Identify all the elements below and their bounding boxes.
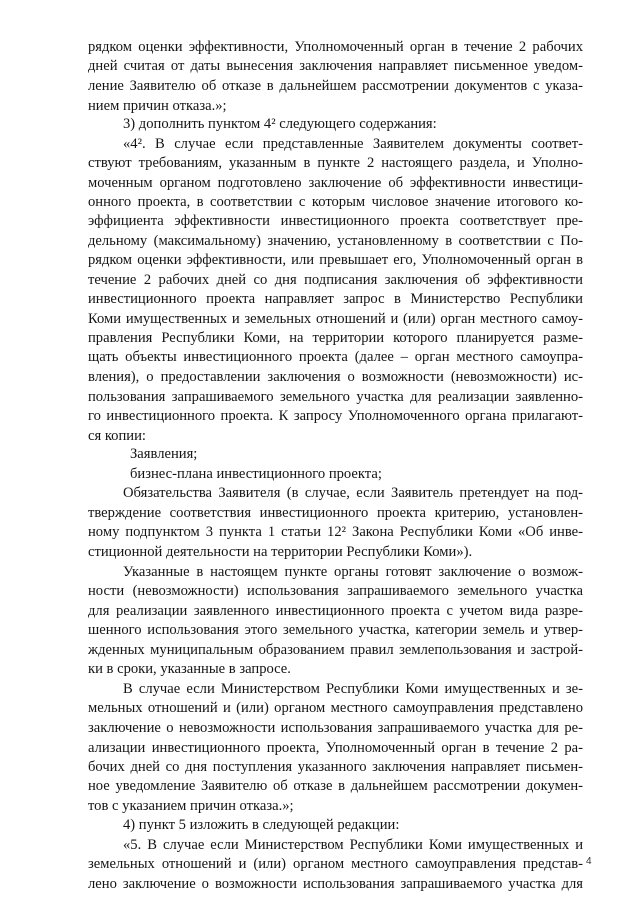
- text-line: пользования запрашиваемого земельного участка для реализации заявленно-: [88, 389, 583, 405]
- text-line: ствуют требованиям, указанным в пункте 2 настоящего раздела, и Уполно-: [88, 155, 583, 171]
- text-line: В случае если Министерством Республики Коми имущественных и зе-: [123, 681, 583, 697]
- text-line: Коми имущественных и земельных отношений и (или) орган местного самоу-: [88, 311, 583, 327]
- text-line: моченным органом подготовлено заключение об эффективности инвестици-: [88, 175, 583, 191]
- text-line: ному подпунктом 3 пункта 1 статьи 12² Закона Республики Коми «Об инве-: [88, 524, 583, 540]
- text-line: заключение о невозможности использования запрашиваемого участка для ре-: [88, 720, 583, 736]
- text-line: вления), о предоставлении заключения о возможности (невозможности) ис-: [88, 369, 583, 385]
- text-line: ся копии:: [88, 428, 146, 444]
- text-line: тверждение соответствия инвестиционного проекта критерию, установлен-: [88, 505, 583, 521]
- text-line: инвестиционного проекта направляет запрос в Министерство Республики: [88, 291, 583, 307]
- text-line: «5. В случае если Министерством Республики Коми имущественных и: [123, 837, 583, 853]
- text-line: мельных отношений и (или) органом местного самоуправления представлено: [88, 700, 583, 716]
- text-line: ки в сроки, указанные в запросе.: [88, 661, 291, 677]
- text-line: онного проекта, в соответствии с которым числовое значение итогового ко-: [88, 194, 583, 210]
- text-line: ализации инвестиционного проекта, Уполномоченный орган в течение 2 ра-: [88, 740, 583, 756]
- text-line: ности (невозможности) использования запрашиваемого земельного участка: [88, 583, 583, 599]
- text-line: Обязательства Заявителя (в случае, если Заявитель претендует на под-: [123, 485, 583, 501]
- text-line: Указанные в настоящем пункте органы готовят заключение о возмож-: [123, 564, 583, 580]
- text-line: дней считая от даты вынесения заключения направляет письменное уведом-: [88, 58, 583, 74]
- text-line: для реализации заявленного инвестиционного проекта с учетом вида разре-: [88, 603, 583, 619]
- text-line: земельных отношений и (или) органом местного самоуправления представ-: [88, 856, 583, 872]
- text-line: «4². В случае если представленные Заявителем документы соответ-: [123, 136, 583, 152]
- text-line: рядком оценки эффективности, Уполномоченный орган в течение 2 рабочих: [88, 39, 583, 55]
- text-line: щать объекты инвестиционного проекта (далее – орган местного самоупра-: [88, 349, 583, 365]
- text-line: бизнес-плана инвестиционного проекта;: [130, 466, 382, 482]
- text-line: 4) пункт 5 изложить в следующей редакции:: [123, 817, 400, 833]
- text-line: течение 2 рабочих дней со дня подписания заключения об эффективности: [88, 272, 583, 288]
- text-line: нием причин отказа.»;: [88, 98, 227, 114]
- text-line: ное уведомление Заявителю об отказе в дальнейшем рассмотрении докумен-: [88, 778, 583, 794]
- text-line: рядком оценки эффективности, или превышает его, Уполномоченный орган в: [88, 252, 583, 268]
- text-line: правления Республики Коми, на территории которого планируется разме-: [88, 330, 583, 346]
- text-line: жденных муниципальным образованием правил землепользования и застрой-: [88, 642, 583, 658]
- text-line: го инвестиционного проекта. К запросу Уполномоченного органа прилагают-: [88, 408, 583, 424]
- text-line: бочих дней со дня поступления указанного заключения направляет письмен-: [88, 759, 583, 775]
- page-number: 4: [586, 856, 592, 867]
- text-line: Заявления;: [130, 446, 198, 462]
- text-line: дельному (максимальному) значению, установленному в соответствии с По-: [88, 233, 583, 249]
- text-line: лено заключение о возможности использования запрашиваемого участка для: [88, 876, 583, 892]
- text-line: шенного использования этого земельного участка, категории земель и утвер-: [88, 622, 583, 638]
- text-line: 3) дополнить пунктом 4² следующего содержания:: [123, 116, 437, 132]
- text-line: ление Заявителю об отказе в дальнейшем рассмотрении документов с указа-: [88, 78, 583, 94]
- text-line: эффициента эффективности инвестиционного проекта соответствует пре-: [88, 213, 583, 229]
- text-line: стиционной деятельности на территории Республики Коми»).: [88, 544, 473, 560]
- text-line: тов с указанием причин отказа.»;: [88, 798, 294, 814]
